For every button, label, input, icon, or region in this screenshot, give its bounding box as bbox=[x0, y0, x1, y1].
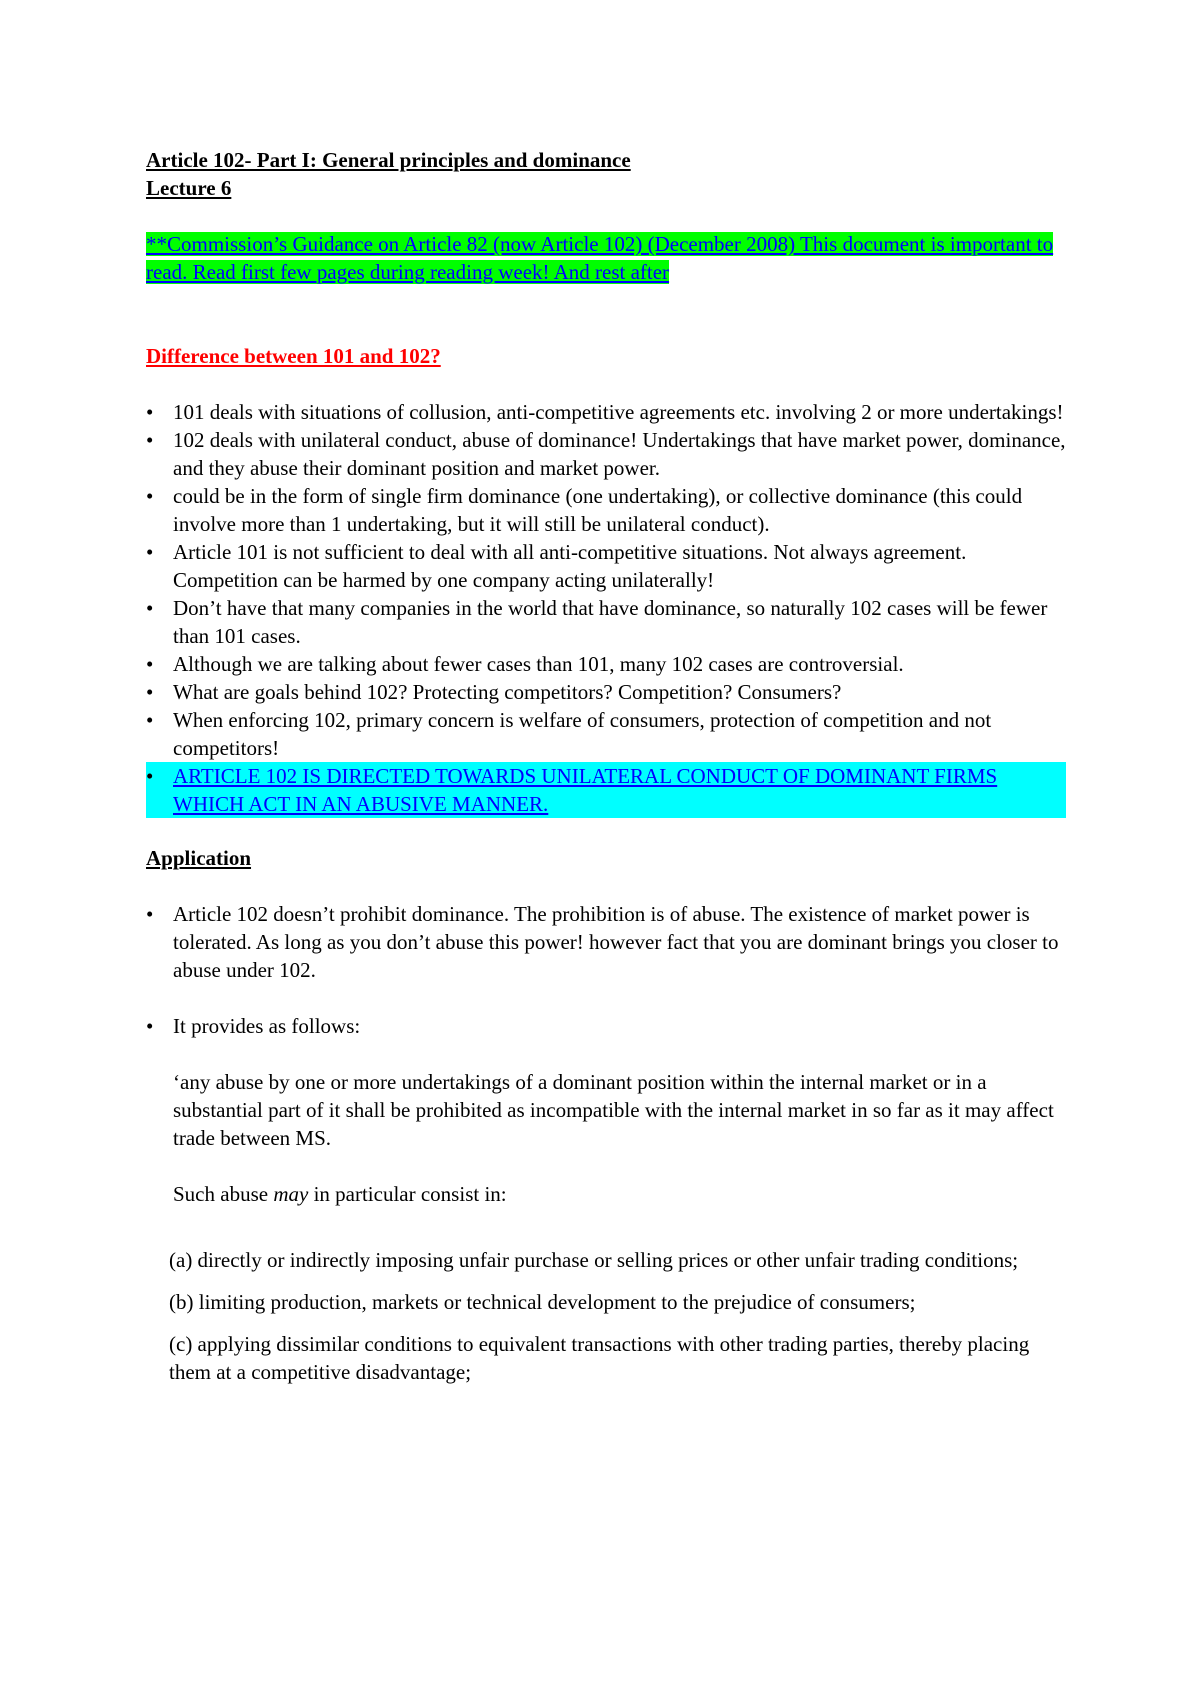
bullet-icon bbox=[146, 900, 173, 928]
bullet-icon bbox=[146, 426, 173, 454]
list-item: • could be in the form of single firm dominance (one undertaking), or collective dominance (this could involve more than 1 undertaking, but it will still be unilateral conduct). bbox=[146, 482, 1066, 538]
document-content bbox=[146, 146, 1066, 1386]
application-list-2 bbox=[146, 1012, 1066, 1040]
bullet-icon bbox=[146, 482, 173, 510]
difference-list bbox=[146, 398, 1066, 818]
list-item: • What are goals behind 102? Protecting competitors? Competition? Consumers? bbox=[146, 678, 1066, 706]
bullet-icon bbox=[146, 678, 173, 706]
abuse-item-c: (c) applying dissimilar conditions to equivalent transactions with other trading parties, thereby placing them at a competitive disadvantage; bbox=[169, 1332, 1030, 1384]
bullet-icon bbox=[146, 1012, 173, 1040]
list-item: • Article 101 is not sufficient to deal with all anti-competitive situations. Not always agreement. Competition can be harmed by one company acting unilaterally! bbox=[146, 538, 1066, 594]
list-item: • When enforcing 102, primary concern is welfare of consumers, protection of competition and not competitors! bbox=[146, 706, 1066, 762]
bullet-icon bbox=[146, 762, 173, 790]
bullet-icon bbox=[146, 650, 173, 678]
list-item: • Although we are talking about fewer cases than 101, many 102 cases are controversial. bbox=[146, 650, 1066, 678]
application-list bbox=[146, 900, 1066, 984]
bullet-icon bbox=[146, 538, 173, 566]
highlight-text: ARTICLE 102 IS DIRECTED TOWARDS UNILATERAL CONDUCT OF DOMINANT FIRMS WHICH ACT IN AN ABUSIVE MANNER. bbox=[173, 764, 998, 816]
bullet-icon bbox=[146, 594, 173, 622]
list-item: • 101 deals with situations of collusion, anti-competitive agreements etc. involving 2 or more undertakings! bbox=[146, 398, 1066, 426]
list-item: • Article 102 doesn’t prohibit dominance. The prohibition is of abuse. The existence of market power is tolerated. As long as you don’t abuse this power! however fact that you are dominant brings you closer to abuse under 102. bbox=[146, 900, 1066, 984]
such-abuse-line: Such abuse may in particular consist in: bbox=[173, 1182, 507, 1206]
guidance-note-highlight: **Commission’s Guidance on Article 82 (now Article 102) (December 2008) This document is important to read. Read first few pages during reading week! And rest after bbox=[146, 232, 1054, 284]
difference-heading: Difference between 101 and 102? bbox=[146, 344, 441, 368]
abuse-item-b: (b) limiting production, markets or technical development to the prejudice of consumers; bbox=[169, 1290, 916, 1314]
article-quote: ‘any abuse by one or more undertakings of a dominant position within the internal market or in a substantial part of it shall be prohibited as incompatible with the internal market in so far as it may affect trade between MS. bbox=[173, 1070, 1054, 1150]
list-item: • Don’t have that many companies in the world that have dominance, so naturally 102 cases will be fewer than 101 cases. bbox=[146, 594, 1066, 650]
document-title: Article 102- Part I: General principles and dominance bbox=[146, 148, 631, 172]
highlight-list-item bbox=[146, 762, 1066, 818]
list-item: • It provides as follows: bbox=[146, 1012, 1066, 1040]
abuse-item-a: (a) directly or indirectly imposing unfair purchase or selling prices or other unfair trading conditions; bbox=[169, 1248, 1019, 1272]
bullet-icon bbox=[146, 706, 173, 734]
bullet-icon bbox=[146, 398, 173, 426]
application-heading: Application bbox=[146, 846, 252, 870]
lecture-label: Lecture 6 bbox=[146, 176, 232, 200]
guidance-note bbox=[146, 230, 1066, 286]
list-item: • 102 deals with unilateral conduct, abuse of dominance! Undertakings that have market power, dominance, and they abuse their dominant position and market power. bbox=[146, 426, 1066, 482]
